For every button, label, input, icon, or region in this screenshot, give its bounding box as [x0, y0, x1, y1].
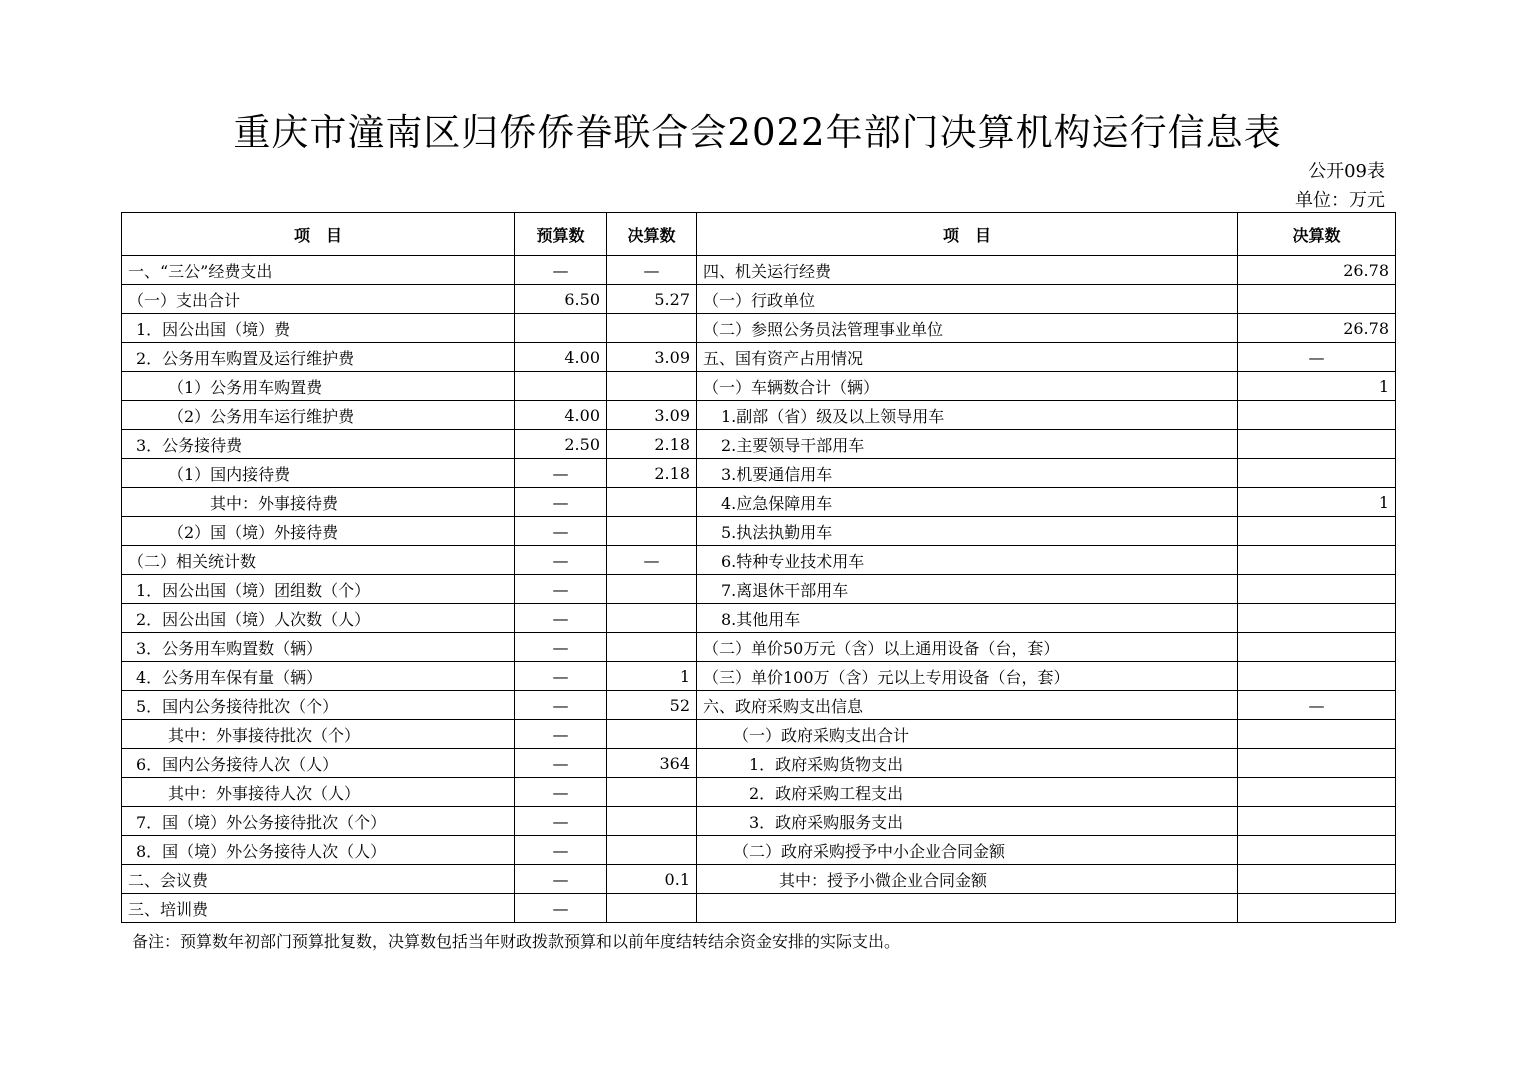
row-item-right: 6.特种专业技术用车 — [697, 546, 1238, 575]
row-final-right — [1238, 633, 1396, 662]
row-final-right — [1238, 430, 1396, 459]
table-row — [122, 749, 1396, 778]
row-item-left: 1．因公出国（境）团组数（个） — [122, 575, 515, 604]
row-item-right: （三）单价100万（含）元以上专用设备（台，套） — [697, 662, 1238, 691]
row-budget: — — [515, 459, 607, 488]
table-row — [122, 285, 1396, 314]
row-item-right: 2.主要领导干部用车 — [697, 430, 1238, 459]
row-budget: — — [515, 575, 607, 604]
row-final-left: — — [607, 256, 697, 285]
row-final-right — [1238, 546, 1396, 575]
table-row — [122, 517, 1396, 546]
row-budget: — — [515, 691, 607, 720]
row-final-right — [1238, 517, 1396, 546]
row-item-left: 其中：外事接待批次（个） — [122, 720, 515, 749]
unit-label: 单位：万元 — [1295, 190, 1385, 211]
row-item-right: 其中：授予小微企业合同金额 — [697, 865, 1238, 894]
header-item-right: 项 目 — [697, 213, 1238, 256]
row-final-right — [1238, 807, 1396, 836]
table-row — [122, 256, 1396, 285]
row-final-left: 2.18 — [607, 459, 697, 488]
row-budget: — — [515, 778, 607, 807]
row-item-left: 3．公务用车购置数（辆） — [122, 633, 515, 662]
row-item-left: （1）国内接待费 — [122, 459, 515, 488]
row-item-left: 5．国内公务接待批次（个） — [122, 691, 515, 720]
row-final-left: 3.09 — [607, 343, 697, 372]
row-final-left: 5.27 — [607, 285, 697, 314]
row-item-right: （一）行政单位 — [697, 285, 1238, 314]
table-row — [122, 372, 1396, 401]
row-final-right — [1238, 749, 1396, 778]
row-item-right: （二）政府采购授予中小企业合同金额 — [697, 836, 1238, 865]
row-final-left — [607, 575, 697, 604]
row-final-left — [607, 314, 697, 343]
row-item-left: 7．国（境）外公务接待批次（个） — [122, 807, 515, 836]
row-final-right — [1238, 285, 1396, 314]
row-final-left: 52 — [607, 691, 697, 720]
row-item-right: （二）单价50万元（含）以上通用设备（台，套） — [697, 633, 1238, 662]
row-item-right: （二）参照公务员法管理事业单位 — [697, 314, 1238, 343]
row-final-right: 26.78 — [1238, 256, 1396, 285]
row-budget: — — [515, 807, 607, 836]
row-final-left — [607, 517, 697, 546]
institution-operation-table — [121, 212, 1396, 923]
row-item-left: 3．公务接待费 — [122, 430, 515, 459]
header-budget: 预算数 — [515, 213, 607, 256]
table-row — [122, 778, 1396, 807]
header-final-left: 决算数 — [607, 213, 697, 256]
row-item-right: 7.离退休干部用车 — [697, 575, 1238, 604]
row-budget: — — [515, 633, 607, 662]
row-budget: — — [515, 604, 607, 633]
row-item-left: 8．国（境）外公务接待人次（人） — [122, 836, 515, 865]
row-final-left — [607, 778, 697, 807]
row-item-right: 3．政府采购服务支出 — [697, 807, 1238, 836]
row-final-left — [607, 633, 697, 662]
row-budget: 4.00 — [515, 343, 607, 372]
row-budget: 4.00 — [515, 401, 607, 430]
row-final-right: — — [1238, 691, 1396, 720]
row-budget: — — [515, 517, 607, 546]
row-item-right: （一）车辆数合计（辆） — [697, 372, 1238, 401]
row-final-right: — — [1238, 343, 1396, 372]
row-item-right: 1.副部（省）级及以上领导用车 — [697, 401, 1238, 430]
row-item-right: 六、政府采购支出信息 — [697, 691, 1238, 720]
table-row — [122, 633, 1396, 662]
row-item-left: （二）相关统计数 — [122, 546, 515, 575]
row-budget: — — [515, 546, 607, 575]
row-final-left — [607, 807, 697, 836]
row-item-right: 3.机要通信用车 — [697, 459, 1238, 488]
row-final-left: 1 — [607, 662, 697, 691]
header-item-left: 项 目 — [122, 213, 515, 256]
table-row — [122, 894, 1396, 923]
row-item-right: 2．政府采购工程支出 — [697, 778, 1238, 807]
page-title: 重庆市潼南区归侨侨眷联合会2022年部门决算机构运行信息表 — [233, 111, 1282, 154]
row-item-right: 8.其他用车 — [697, 604, 1238, 633]
row-final-left — [607, 604, 697, 633]
row-item-right: 五、国有资产占用情况 — [697, 343, 1238, 372]
row-item-left: 6．国内公务接待人次（人） — [122, 749, 515, 778]
row-final-right — [1238, 720, 1396, 749]
table-row — [122, 662, 1396, 691]
row-item-left: 其中：外事接待费 — [122, 488, 515, 517]
row-item-left: （2）公务用车运行维护费 — [122, 401, 515, 430]
row-item-left: 二、会议费 — [122, 865, 515, 894]
row-final-right — [1238, 575, 1396, 604]
row-budget — [515, 372, 607, 401]
row-budget: — — [515, 749, 607, 778]
row-item-right: （一）政府采购支出合计 — [697, 720, 1238, 749]
table-row — [122, 720, 1396, 749]
row-final-right — [1238, 401, 1396, 430]
row-item-right: 四、机关运行经费 — [697, 256, 1238, 285]
row-item-left: 2．公务用车购置及运行维护费 — [122, 343, 515, 372]
table-row — [122, 314, 1396, 343]
row-budget — [515, 314, 607, 343]
row-item-left: （2）国（境）外接待费 — [122, 517, 515, 546]
row-budget: — — [515, 488, 607, 517]
table-row — [122, 865, 1396, 894]
row-final-left: 364 — [607, 749, 697, 778]
row-item-right — [697, 894, 1238, 923]
row-item-left: （一）支出合计 — [122, 285, 515, 314]
row-budget: — — [515, 720, 607, 749]
row-final-right — [1238, 604, 1396, 633]
row-final-right — [1238, 662, 1396, 691]
row-final-right — [1238, 459, 1396, 488]
table-row — [122, 691, 1396, 720]
table-row — [122, 546, 1396, 575]
table-row — [122, 604, 1396, 633]
row-item-right: 1．政府采购货物支出 — [697, 749, 1238, 778]
table-row — [122, 459, 1396, 488]
row-final-right — [1238, 865, 1396, 894]
row-final-right: 26.78 — [1238, 314, 1396, 343]
table-row — [122, 401, 1396, 430]
footnote: 备注：预算数年初部门预算批复数，决算数包括当年财政拨款预算和以前年度结转结余资金安排的实际支出。 — [132, 932, 901, 951]
row-final-left: 3.09 — [607, 401, 697, 430]
row-final-right — [1238, 778, 1396, 807]
row-item-left: （1）公务用车购置费 — [122, 372, 515, 401]
table-row — [122, 430, 1396, 459]
row-final-right — [1238, 836, 1396, 865]
row-item-left: 一、“三公”经费支出 — [122, 256, 515, 285]
row-final-left — [607, 488, 697, 517]
row-final-left — [607, 372, 697, 401]
row-budget: — — [515, 256, 607, 285]
row-budget: — — [515, 865, 607, 894]
form-number: 公开09表 — [1308, 161, 1385, 182]
table-header-row — [122, 213, 1396, 256]
header-final-right: 决算数 — [1238, 213, 1396, 256]
row-budget: 6.50 — [515, 285, 607, 314]
row-final-right — [1238, 894, 1396, 923]
row-item-left: 2．因公出国（境）人次数（人） — [122, 604, 515, 633]
table-row — [122, 575, 1396, 604]
table-row — [122, 836, 1396, 865]
table-row — [122, 488, 1396, 517]
row-final-left — [607, 894, 697, 923]
row-final-left: 2.18 — [607, 430, 697, 459]
table-row — [122, 807, 1396, 836]
row-item-left: 三、培训费 — [122, 894, 515, 923]
row-item-left: 1．因公出国（境）费 — [122, 314, 515, 343]
row-item-left: 其中：外事接待人次（人） — [122, 778, 515, 807]
table-row — [122, 343, 1396, 372]
row-item-right: 4.应急保障用车 — [697, 488, 1238, 517]
row-final-left: 0.1 — [607, 865, 697, 894]
row-final-left: — — [607, 546, 697, 575]
row-budget: — — [515, 894, 607, 923]
row-item-right: 5.执法执勤用车 — [697, 517, 1238, 546]
row-budget: — — [515, 662, 607, 691]
row-final-left — [607, 836, 697, 865]
row-budget: — — [515, 836, 607, 865]
row-budget: 2.50 — [515, 430, 607, 459]
row-final-right: 1 — [1238, 372, 1396, 401]
row-final-right: 1 — [1238, 488, 1396, 517]
row-final-left — [607, 720, 697, 749]
row-item-left: 4．公务用车保有量（辆） — [122, 662, 515, 691]
